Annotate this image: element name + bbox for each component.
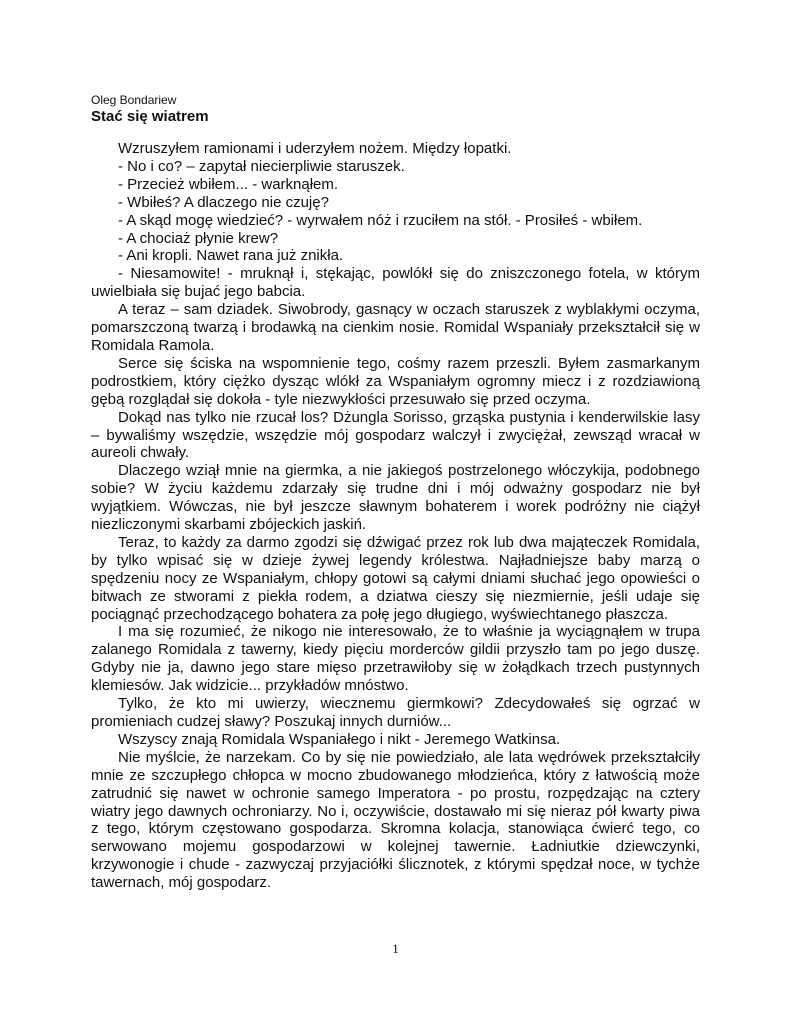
story-body: [91, 140, 700, 892]
paragraph: - No i co? – zapytał niecierpliwie staruszek.: [118, 157, 405, 175]
paragraph: Dokąd nas tylko nie rzucał los? Dżungla Sorisso, grząska pustynia i kenderwilskie lasy – bywaliśmy wszędzie, wszędzie mój gospodarz walczył i zwyciężał, zewsząd wracał w aureoli chwały.: [91, 408, 700, 462]
paragraph: Serce się ściska na wspomnienie tego, cośmy razem przeszli. Byłem zasmarkanym podrostkiem, który ciężko dysząc wlókł za Wspaniałym ogromny miecz i z rozdziawioną gębą rozglądał się dokoła - tyle niezwykłości przesuwało się przed oczyma.: [91, 354, 700, 408]
paragraph: A teraz – sam dziadek. Siwobrody, gasnący w oczach staruszek z wyblakłymi oczyma, pomarszczoną twarzą i brodawką na cienkim nosie. Romidal Wspaniały przekształcił się w Romidala Ramola.: [91, 301, 700, 354]
paragraph: - A chociaż płynie krew?: [118, 229, 279, 247]
document-page: [91, 93, 700, 892]
paragraph: I ma się rozumieć, że nikogo nie interesowało, że to właśnie ja wyciągnąłem w trupa zalanego Romidala z tawerny, kiedy pięciu morderców gildii przyszło tam po jego duszę. Gdyby nie ja, dawno jego stare mięso przetrawiłoby się w żołądkach trzech pustynnych klemiesów. Jak widzicie... przykładów mnóstwo.: [91, 623, 700, 695]
paragraph: - Niesamowite! - mruknął i, stękając, powlókł się do zniszczonego fotela, w którym uwielbiała się bujać jego babcia.: [91, 265, 700, 301]
paragraph: - Wbiłeś? A dlaczego nie czuję?: [118, 193, 329, 211]
paragraph: - Przecież wbiłem... - warknąłem.: [118, 175, 339, 193]
page-number: 1: [392, 941, 399, 956]
paragraph: - Ani kropli. Nawet rana już znikła.: [118, 247, 344, 265]
paragraph: Dlaczego wziął mnie na giermka, a nie jakiegoś postrzelonego włóczykija, podobnego sobie? W życiu każdemu zdarzały się trudne dni i mój odważny gospodarz nie był wyjątkiem. Wówczas, nie był jeszcze sławnym bohaterem i worek podróżny nie ciążył niezliczonymi skarbami zbójeckich jaskiń.: [91, 462, 700, 534]
paragraph: - A skąd mogę wiedzieć? - wyrwałem nóż i rzuciłem na stół. - Prosiłeś - wbiłem.: [118, 211, 643, 229]
paragraph: Nie myślcie, że narzekam. Co by się nie powiedziało, ale lata wędrówek przekształciły mnie ze szczupłego chłopca w mocno zbudowanego młodzieńca, który z łatwością może zatrudnić się nawet w ochronie samego Imperatora - po prostu, rozpędzając na cztery wiatry jego dawnych ochroniarzy. No i, oczywiście, dostawało mi się nieraz pół kwarty piwa z tego, którym częstowano gospodarza. Skromna kolacja, stanowiąca ćwierć tego, co serwowano mojemu gospodarzowi w kolejnej tawernie. Ładniutkie dziewczynki, krzywonogie i chude - zazwyczaj przyjaciółki ślicznotek, z którymi spędzał noce, w tychże tawernach, mój gospodarz.: [91, 748, 700, 892]
paragraph: Teraz, to każdy za darmo zgodzi się dźwigać przez rok lub dwa mająteczek Romidala, by tylko wpisać się w dzieje żywej legendy królestwa. Najładniejsze baby marzą o spędzeniu nocy ze Wspaniałym, chłopy gotowi są całymi dniami słuchać jego opowieści o bitwach ze stworami z piekła rodem, a dziatwa cieszy się niezmiernie, jeśli udaje się pociągnąć przechodzącego bohatera za połę jego długiego, wyświechtanego płaszcza.: [91, 533, 700, 623]
paragraph: Wszyscy znają Romidala Wspaniałego i nikt - Jeremego Watkinsa.: [118, 730, 561, 748]
author-name: Oleg Bondariew: [91, 93, 177, 107]
paragraph: Tylko, że kto mi uwierzy, wiecznemu giermkowi? Zdecydowałeś się ogrzać w promieniach cudzej sławy? Poszukaj innych durniów...: [91, 695, 700, 730]
paragraph: Wzruszyłem ramionami i uderzyłem nożem. Między łopatki.: [118, 140, 512, 157]
story-title: Stać się wiatrem: [91, 108, 209, 125]
